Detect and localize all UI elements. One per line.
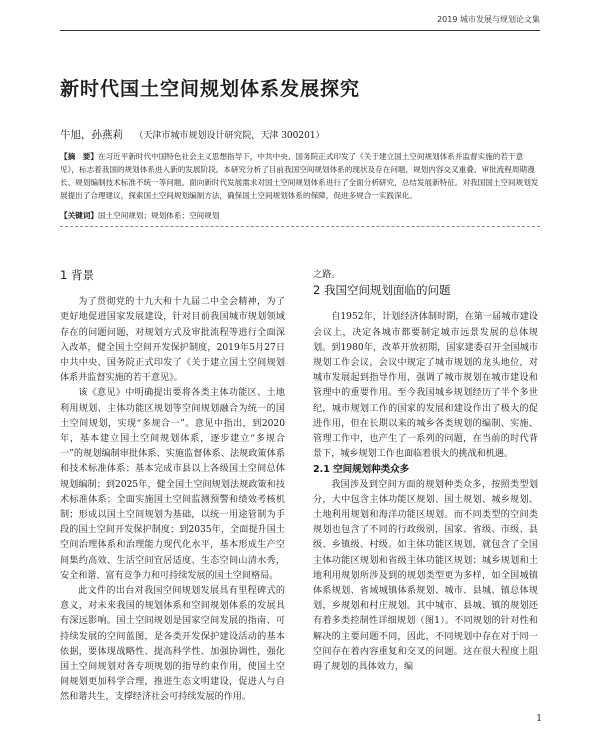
paragraph-continuation: 之路。	[313, 270, 341, 280]
keywords-label: 【关键词】	[60, 211, 98, 220]
subsection-heading: 2.1 空间规划种类众多	[313, 464, 410, 476]
paragraph: 自1952年，计划经济体制时期，在第一届城市建设会议上，决定各城市都要制定城市远景发展的总体规划。到1980年，改革开放初期，国家建委召开全国城市规划工作会议，会议中规定了城市规划的龙头地位，对城市发展起到指导作用，强调了城市规划在城市建设和管理中的重要作用。至今我国城乡规划经历了半个多世纪，城市规划工作的国家的发展和建设作出了极大的促进作用，但在长期以来的城乡各类规划的编制、实施、管理工作中，也产生了一系列的问题，在当前的时代背景下，城乡规划工作也面临着很大的挑战和机遇。	[313, 312, 538, 460]
keywords-text: 国土空间规划；规划体系；空间规划	[97, 211, 220, 220]
abstract-text: 在习近平新时代中国特色社会主义思想指导下，中共中央、国务院正式印发了《关于建立国土空间规划体系并监督实施的若干意见》，标志着我国的规划体系进入新的发展阶段。本研究分析了目前我国空间规划体系的现状及存在问题，规划内容交叉重叠、审批流程周期漫长、规划编制技术标准不统一等问题。面向新时代发展需求对国土空间规划体系进行了全面分析研究，总结发展新特征。对我国国土空间规划发展提出了合理建议，探索国土空间规划编制方法，确保国土空间规划体系的保障，促进多规合一实践深化。	[60, 152, 539, 200]
paragraph: 为了贯彻党的十九大和十九届二中全会精神，为了更好地促进国家发展建设，针对目前我国城市规划领域存在的问题问题，对规划方式及审批流程等进行全面深入改革，健全国土空间开发保护制度，2019年5月27日中共中央、国务院正式印发了《关于建立国土空间规划体系并监督实施的若干意见》。	[60, 297, 285, 384]
abstract-label: 【摘 要】	[60, 152, 98, 161]
paragraph: 该《意见》中明确提出要将各类主体功能区、土地利用规划、主体功能区规划等空间规划融合为统一的国土空间规划，实现“多规合一”。意见中指出，到2020年，基本建立国土空间规划体系，逐步建立“多规合一”的规划编制审批体系、实施监督体系、法规政策体系和技术标准体系；基本完成市县以上各级国土空间总体规划编制；到2025年，健全国土空间规划法规政策和技术标准体系；全面实施国土空间监测预警和绩效考核机制；形成以国土空间规划为基础，以统一用途管制为手段的国土空间开发保护制度；到2035年，全面提升国土空间治理体系和治理能力现代化水平，基本形成生产空间集约高效、生活空间宜居适度、生态空间山清水秀，安全和谐、富有竞争力和可持续发展的国土空间格局。	[60, 388, 285, 581]
author-affiliation: （天津市城市规划设计研究院，天津 300201）	[134, 131, 325, 141]
header-divider	[60, 30, 540, 31]
keywords	[60, 210, 540, 221]
section-heading: 1 背景	[60, 268, 94, 282]
paragraph: 此文件的出台对我国空间规划发展具有里程碑式的意义，对未来我国的规划体系和空间规划体系的发展具有深远影响。国土空间规划是国家空间发展的指南、可持续发展的空间蓝图，是各类开发保护建设活动的基本依据，要体现战略性、提高科学性、加强协调性，强化国土空间规划对各专项规划的指导约束作用，使国土空间规划更加科学合理，推进生态文明建设，促进人与自然和谐共生，支撑经济社会可持续发展的作用。	[60, 586, 285, 703]
abstract-divider	[60, 226, 540, 227]
paper-title: 新时代国土空间规划体系发展探究	[60, 78, 361, 100]
paragraph: 我国涉及到空间方面的规划种类众多，按照类型划分，大中包含主体功能区规划、国土规划、城乡规划、土地利用规划和海洋功能区规划。而不同类型的空间类规划也包含了不同的行政级别，国家、省级、市级、县级、乡镇级、村级。如主体功能区规划，就包含了全国主体功能区规划和省级主体功能区规划；城乡规划和土地利用规划所涉及到的规划类型更为多样，如全国城镇体系规划、省域城镇体系规划、城市、县城、镇总体规划，乡规划和村庄规划。其中城市、县城、镇的规划还有着多类控制性详细规划（图1）。不同规划的针对性和解决的主要问题不同，因此，不同规划中存在对于同一空间存在着内容重复和交叉的问题。这在很大程度上阻碍了规划的具体效力，编	[313, 479, 538, 673]
author-names: 牛旭，孙燕莉	[60, 129, 123, 141]
section-heading: 2 我国空间规划面临的问题	[313, 283, 451, 298]
page-number: 1	[536, 714, 542, 724]
left-column	[60, 268, 285, 706]
running-header: 2019 城市发展与规划论文集	[437, 15, 540, 24]
right-column	[313, 268, 538, 675]
abstract	[60, 150, 540, 202]
author-line	[60, 127, 325, 142]
